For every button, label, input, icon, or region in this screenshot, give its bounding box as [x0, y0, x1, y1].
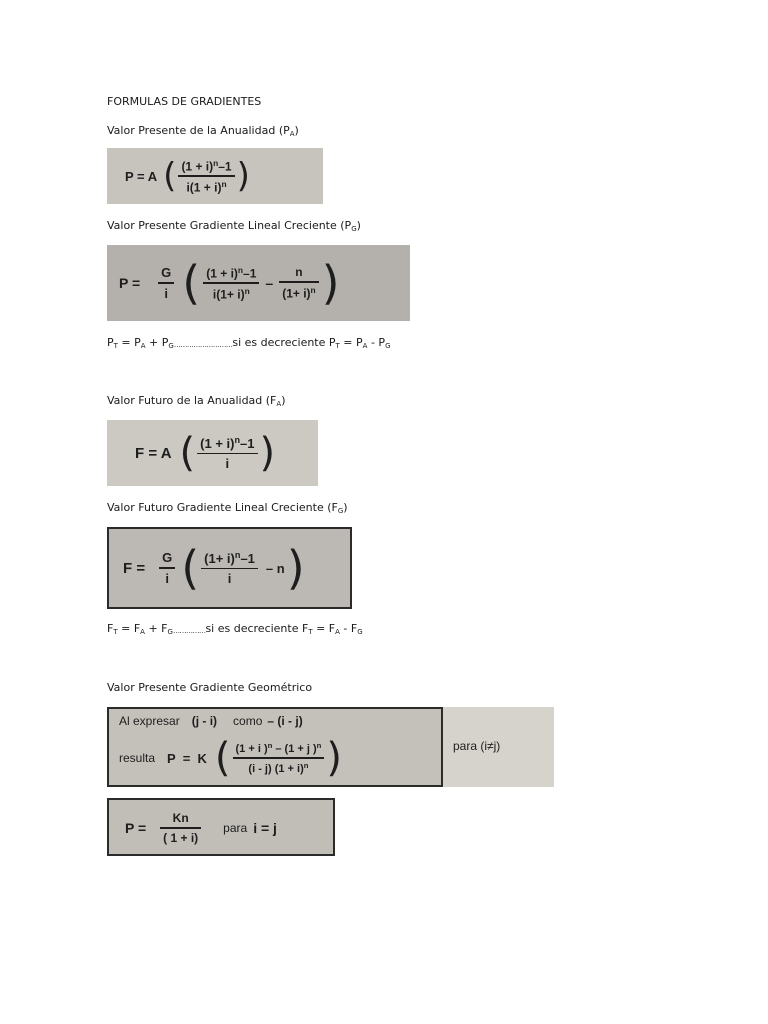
formula-future-gradient: F = $\frac{G}{i}$ ( $\frac{(1+ i)^n-1}{i}$ – n ) [107, 527, 352, 609]
formula-geometric-special: P = $\frac{Kn}{( 1 + i)}$ para i = j [107, 798, 335, 856]
formula-lhs: P = A [125, 168, 158, 184]
note-present-total: $P_T = P_A$ + $P_G\dots\dots\dots\dots\dots\dots\dots\dots\dots si$ es decreciente $P_T = P_A - P_G$ [107, 336, 391, 350]
page-title: FORMULAS DE GRADIENTES [107, 95, 262, 108]
section-title-future-gradient: Valor Futuro Gradiente Lineal Creciente $(F_G)$ [107, 501, 348, 515]
section-title-geometric: Valor Presente Gradiente Geométrico [107, 681, 313, 694]
section-title-present-gradient: Valor Presente Gradiente Lineal Creciente $(P_G)$ [107, 219, 361, 233]
section-title-future-annuity: Valor Futuro de la Anualidad $(F_A)$ [107, 394, 286, 408]
note-future-total: $F_T = F_A$ + $F_G\dots\dots\dots\dots\dots si$ es decreciente $F_T = F_A - F_G$ [107, 622, 363, 636]
formula-present-gradient: P = $\frac{G}{i}$ ( $\frac{(1 + i)^n-1}{i(1+ i)^n}$ – $\frac{n}{(1+ i)^n}$ ) [107, 245, 410, 321]
section-title-present-annuity: Valor Presente de la Anualidad $(P_A)$ [107, 124, 299, 138]
geometric-condition: para (i≠j) [453, 739, 501, 753]
formula-present-annuity: P = A ( $\frac{(1 + i)^n-1}{i(1 + i)^n}$ ) [107, 148, 323, 204]
formula-future-annuity: F = A ( $\frac{(1 + i)^n-1}{i}$ ) [107, 420, 318, 486]
formula-geometric-general: Al expresar (j - i) como – (i - j) resulta P = K ( $\frac{(1 + i )^n - (1 + j )^n}{(i - j) (1 + i)^n}$ ) para (i≠j) [107, 707, 554, 787]
